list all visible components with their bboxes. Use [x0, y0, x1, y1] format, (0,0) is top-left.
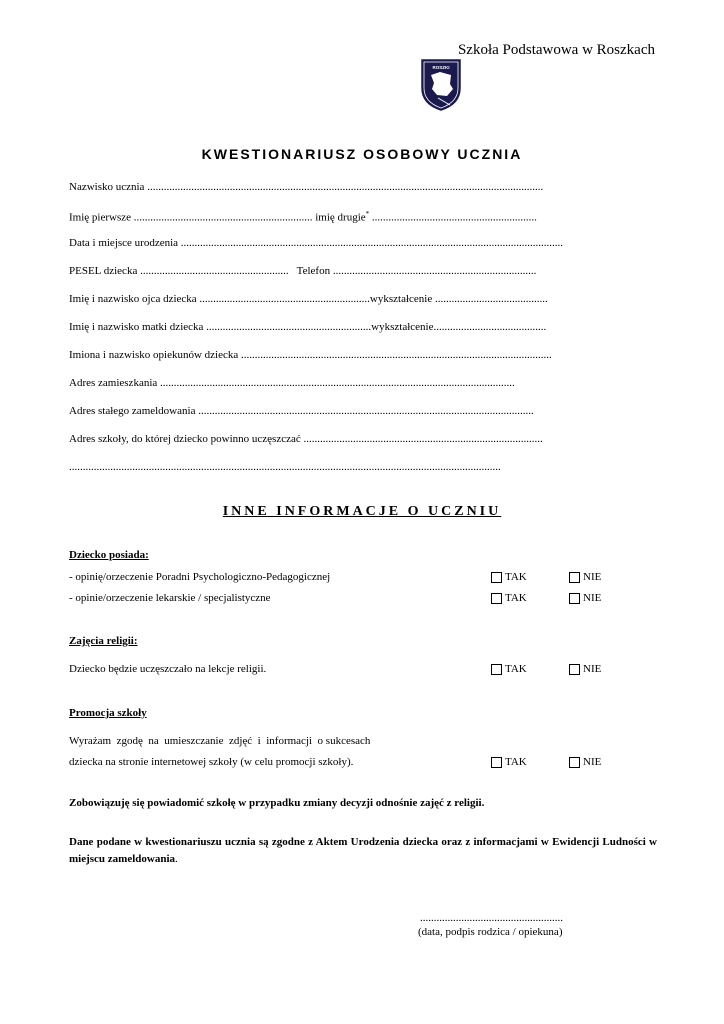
- label: Data i miejsce urodzenia: [69, 237, 179, 249]
- footnote-mark: *: [365, 210, 370, 218]
- checkbox-box[interactable]: [569, 757, 580, 768]
- label: Telefon: [296, 265, 331, 277]
- signature-caption: (data, podpis rodzica / opiekuna): [418, 926, 563, 938]
- crest-text: ROSZKI: [432, 65, 450, 70]
- section-title: INNE INFORMACJE O UCZNIU: [222, 504, 502, 519]
- religion-text: Dziecko będzie uczęszczało na lekcje religii.: [69, 663, 267, 675]
- checkbox-opinion-yes[interactable]: TAK: [491, 571, 527, 583]
- religion-heading: Zajęcia religii:: [69, 635, 138, 647]
- checkbox-promotion-no[interactable]: NIE: [569, 756, 601, 768]
- field-address[interactable]: Adres zamieszkania .................................................................................................................................: [69, 377, 515, 389]
- field-mother[interactable]: Imię i nazwisko matki dziecka ............................................................wykształcenie.........................................: [69, 321, 547, 333]
- signature-line[interactable]: ....................................................: [420, 912, 563, 924]
- label: Adres szkoły, do której dziecko powinno uczęszczać: [69, 433, 301, 445]
- checkbox-box[interactable]: [569, 572, 580, 583]
- field-registered-address[interactable]: Adres stałego zameldowania ..........................................................................................................................: [69, 405, 534, 417]
- label: wykształcenie: [369, 293, 433, 305]
- label: Nazwisko ucznia: [69, 181, 145, 193]
- label: PESEL dziecka: [69, 265, 138, 277]
- checkbox-box[interactable]: [491, 664, 502, 675]
- field-surname[interactable]: Nazwisko ucznia ................................................................................................................................................: [69, 181, 544, 193]
- checkbox-opinion-no[interactable]: NIE: [569, 571, 601, 583]
- field-father[interactable]: Imię i nazwisko ojca dziecka ..............................................................wykształcenie .........................................: [69, 293, 548, 305]
- checkbox-box[interactable]: [491, 757, 502, 768]
- promotion-line1: Wyrażam zgodę na umieszczanie zdjęć i informacji o sukcesach: [69, 735, 371, 747]
- statement-data: Dane podane w kwestionariuszu ucznia są zgodne z Aktem Urodzenia dziecka oraz z informacjami w Ewidencji Ludności w miejscu zameldowania.: [69, 836, 657, 865]
- field-names[interactable]: Imię pierwsze ................................................................. imię drugie* ............................................................: [69, 210, 537, 224]
- label: Adres stałego zameldowania: [69, 405, 196, 417]
- label: Imiona i nazwisko opiekunów dziecka: [69, 349, 239, 361]
- label: Imię pierwsze: [69, 211, 131, 224]
- has-item-opinion: - opinię/orzeczenie Poradni Psychologiczno-Pedagogicznej: [69, 571, 331, 583]
- checkbox-medical-yes[interactable]: TAK: [491, 592, 527, 604]
- field-pesel[interactable]: PESEL dziecka ...................................................... Telefon ..........................................................................: [69, 265, 537, 277]
- field-school-address[interactable]: Adres szkoły, do której dziecko powinno uczęszczać .......................................................................................: [69, 433, 543, 445]
- checkbox-box[interactable]: [491, 572, 502, 583]
- label: Imię i nazwisko ojca dziecka: [69, 293, 197, 305]
- page-title: KWESTIONARIUSZ OSOBOWY UCZNIA: [201, 146, 523, 162]
- label: Adres zamieszkania: [69, 377, 158, 389]
- field-birth[interactable]: Data i miejsce urodzenia ...........................................................................................................................................: [69, 237, 564, 249]
- school-name: Szkoła Podstawowa w Roszkach: [457, 42, 655, 58]
- field-guardians[interactable]: Imiona i nazwisko opiekunów dziecka .................................................................................................................: [69, 349, 552, 361]
- label: imię drugie: [315, 211, 366, 224]
- label: Imię i nazwisko matki dziecka: [69, 321, 204, 333]
- label: wykształcenie: [371, 321, 434, 333]
- checkbox-promotion-yes[interactable]: TAK: [491, 756, 527, 768]
- checkbox-box[interactable]: [491, 593, 502, 604]
- has-item-medical: - opinie/orzeczenie lekarskie / specjalistyczne: [69, 592, 271, 604]
- field-continuation[interactable]: .............................................................................................................................................................: [69, 461, 501, 473]
- school-crest-logo: [420, 58, 462, 112]
- statement-religion: Zobowiązuję się powiadomić szkołę w przypadku zmiany decyzji odnośnie zajęć z religii.: [69, 797, 485, 809]
- checkbox-box[interactable]: [569, 593, 580, 604]
- promotion-heading: Promocja szkoły: [69, 707, 147, 719]
- promotion-line2: dziecka na stronie internetowej szkoły (w celu promocji szkoły).: [69, 756, 354, 768]
- checkbox-religion-no[interactable]: NIE: [569, 663, 601, 675]
- checkbox-box[interactable]: [569, 664, 580, 675]
- checkbox-medical-no[interactable]: NIE: [569, 592, 601, 604]
- checkbox-religion-yes[interactable]: TAK: [491, 663, 527, 675]
- has-heading: Dziecko posiada:: [69, 549, 149, 561]
